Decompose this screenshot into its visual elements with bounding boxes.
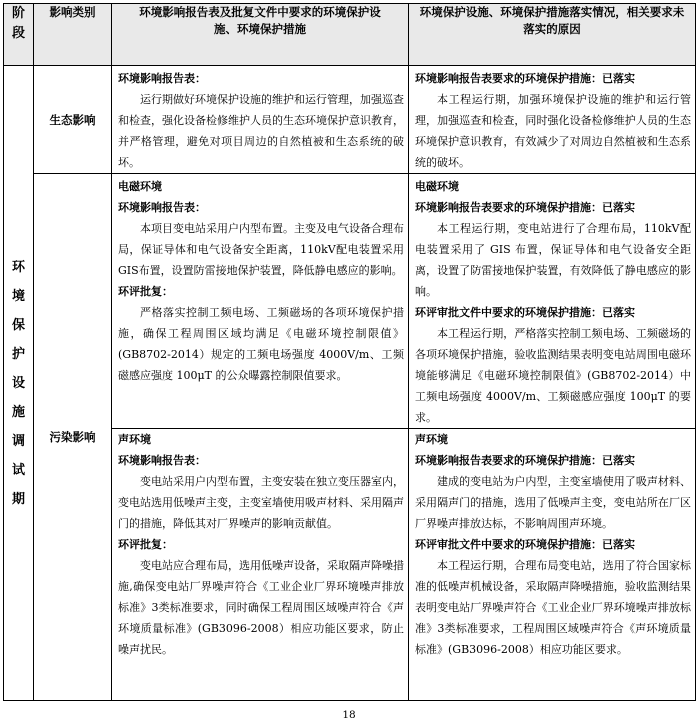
stage-cell xyxy=(4,66,34,701)
table-row-eco xyxy=(4,66,696,174)
header-category: 影响类别 xyxy=(34,4,112,66)
measures-table xyxy=(3,3,696,701)
em-req-heading1: 环境影响报告表： xyxy=(118,201,206,214)
noise-impl-heading2: 环评审批文件中要求的环境保护措施：已落实 xyxy=(415,538,635,551)
em-impl-text2: 本工程运行期，严格落实控制工频电场、工频磁场的各项环境保护措施，验收监测结果表明变电站周围电磁环境能够满足《电磁环境控制限值》(GB8702-2014）中工频电场强度 4000V/m、工频磁感应强度 100μT 的要求。 xyxy=(415,327,691,424)
eco-requirements-cell xyxy=(112,66,409,174)
noise-req-heading1: 环境影响报告表： xyxy=(118,454,206,467)
header-requirements: 环境影响报告表及批复文件中要求的环境保护设施、环境保护措施 xyxy=(112,4,409,66)
noise-req-heading2: 环评批复： xyxy=(118,538,173,551)
eco-req-text: 运行期做好环境保护设施的维护和运行管理，加强巡查和检查，强化设备检修维护人员的生态环境保护意识教育，并严格管理，避免对项目周边的自然植被和生态系统的破坏。 xyxy=(118,93,404,169)
em-title-left: 电磁环境 xyxy=(118,180,162,193)
page-number: 18 xyxy=(342,709,356,721)
noise-req-text2: 变电站应合理布局，选用低噪声设备，采取隔声降噪措施,确保变电站厂界噪声符合《工业企业厂界环境噪声排放标准》3类标准要求，同时确保工程周围区域噪声符合《声环境质量标准》(GB3096-2008）相应功能区要求，防止噪声扰民。 xyxy=(118,559,404,656)
noise-title-left: 声环境 xyxy=(118,433,151,446)
category-pollution: 污染影响 xyxy=(34,174,112,701)
pollution-implementation-cell xyxy=(409,174,696,701)
em-req-text1: 本项目变电站采用户内型布置。主变及电气设备合理布局，保证导体和电气设备安全距离，110kV配电装置采用GIS布置，设置防雷接地保护装置，降低静电感应的影响。 xyxy=(118,222,404,277)
eco-impl-heading: 环境影响报告表要求的环境保护措施：已落实 xyxy=(415,72,635,85)
category-eco: 生态影响 xyxy=(34,66,112,174)
noise-req-text1: 变电站采用户内型布置，主变安装在独立变压器室内，变电站选用低噪声主变，主变室墙使用吸声材料、采用隔声门的措施，降低其对厂界噪声的影响贡献值。 xyxy=(118,475,404,530)
header-implementation: 环境保护设施、环境保护措施落实情况，相关要求未落实的原因 xyxy=(409,4,696,66)
eco-implementation-cell xyxy=(409,66,696,174)
header-stage: 阶段 xyxy=(4,4,34,66)
em-impl-text1: 本工程运行期，变电站进行了合理布局，110kV配电装置采用了 GIS 布置，保证导体和电气设备安全距离，设置了防雷接地保护装置，有效降低了静电感应的影响。 xyxy=(415,222,691,298)
table-row-pollution xyxy=(4,174,696,701)
em-impl-heading1: 环境影响报告表要求的环境保护措施：已落实 xyxy=(415,201,635,214)
stage-label: 环境保护设施调试期 xyxy=(11,259,25,507)
em-req-text2: 严格落实控制工频电场、工频磁场的各项环境保护措施，确保工程周围区域均满足《电磁环境控制限值》(GB8702-2014）规定的工频电场强度 4000V/m、工频磁感应强度 100μT 的公众曝露控制限值要求。 xyxy=(118,306,404,382)
eco-req-heading: 环境影响报告表： xyxy=(118,72,206,85)
em-impl-heading2: 环评审批文件中要求的环境保护措施：已落实 xyxy=(415,306,635,319)
em-req-heading2: 环评批复： xyxy=(118,285,173,298)
noise-title-right: 声环境 xyxy=(415,433,448,446)
eco-impl-text: 本工程运行期，加强环境保护设施的维护和运行管理，加强巡查和检查，同时强化设备检修维护人员的生态环境保护意识教育，有效减少了对周边自然植被和生态系统的破坏。 xyxy=(415,93,691,169)
pollution-requirements-cell xyxy=(112,174,409,701)
noise-impl-text2: 本工程运行期，合理布局变电站，选用了符合国家标准的低噪声机械设备，采取隔声降噪措施，验收监测结果表明变电站厂界噪声符合《工业企业厂界环境噪声排放标准》3类标准要求，工程周围区域噪声符合《声环境质量标准》(GB3096-2008）相应功能区要求。 xyxy=(415,559,691,656)
table-header-row xyxy=(4,4,696,66)
noise-impl-heading1: 环境影响报告表要求的环境保护措施：已落实 xyxy=(415,454,635,467)
em-title-right: 电磁环境 xyxy=(415,180,459,193)
noise-impl-text1: 建成的变电站为户内型，主变室墙使用了吸声材料、采用隔声门的措施，选用了低噪声主变，变电站所在厂区厂界噪声排放达标，不影响周围声环境。 xyxy=(415,475,691,530)
